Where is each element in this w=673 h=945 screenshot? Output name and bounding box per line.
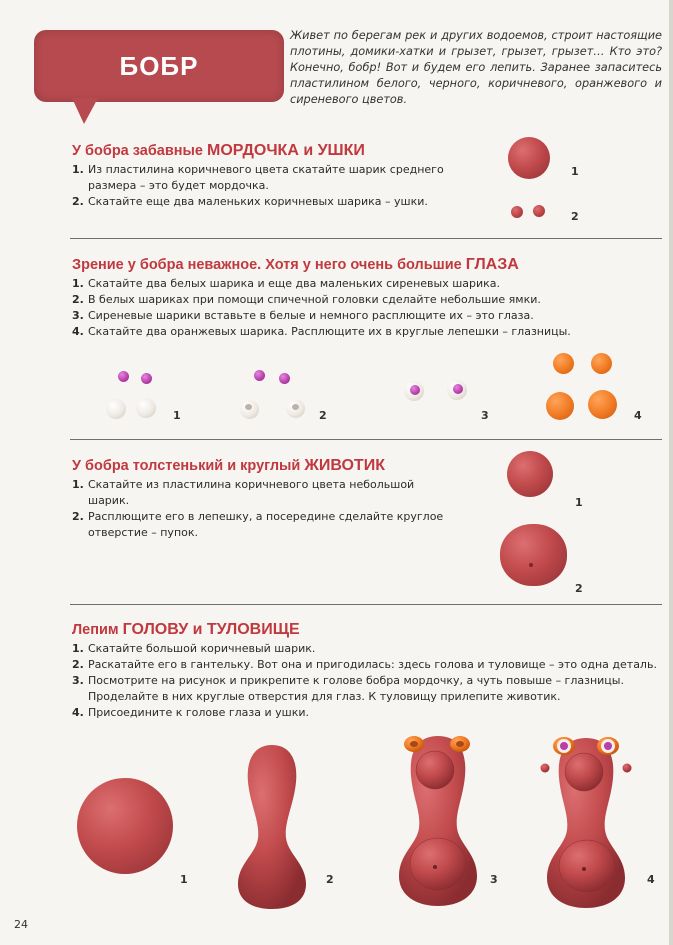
step-label: 1	[571, 165, 579, 178]
step-label: 4	[647, 873, 655, 886]
section-face-ears	[72, 142, 492, 210]
step-list	[72, 641, 662, 721]
step-label: 4	[634, 409, 642, 422]
dimple	[292, 404, 299, 410]
step-item: 1. Из пластилина коричневого цвета скатайте шарик среднего размера – это будет мордочка.	[72, 163, 444, 192]
step-item: 4. Скатайте два оранжевых шарика. Расплющите их в круглые лепешки – глазницы.	[72, 325, 571, 338]
step-item: 4. Присоедините к голове глаза и ушки.	[72, 706, 310, 719]
section-heading: Лепим ГОЛОВУ и ТУЛОВИЩЕ	[72, 621, 300, 638]
step-label: 3	[481, 409, 489, 422]
orange-flat	[588, 390, 617, 419]
beaver-body-step3	[393, 728, 483, 910]
step-item: 2. Скатайте еще два маленьких коричневых шарика – ушки.	[72, 195, 428, 208]
belly-ball	[507, 451, 553, 497]
section-belly	[72, 457, 492, 541]
step-item: 2. В белых шариках при помощи спичечной головки сделайте небольшие ямки.	[72, 293, 541, 306]
step-item: 1. Скатайте из пластилина коричневого цвета небольшой шарик.	[72, 478, 415, 507]
step-item: 2. Расплющите его в лепешку, а посередине сделайте круглое отверстие – пупок.	[72, 510, 444, 539]
divider	[70, 238, 662, 239]
step-item: 1. Скатайте два белых шарика и еще два маленьких сиреневых шарика.	[72, 277, 501, 290]
orange-flat	[546, 392, 574, 420]
lilac-ball	[118, 371, 129, 382]
step-list	[72, 477, 452, 541]
step-item: 1. Скатайте большой коричневый шарик.	[72, 642, 316, 655]
beaver-body-step4	[538, 728, 638, 910]
section-heading: Зрение у бобра неважное. Хотя у него очень большие ГЛАЗА	[72, 256, 519, 273]
step-list	[72, 162, 452, 210]
big-ball	[77, 778, 173, 874]
step-list	[72, 276, 662, 340]
step-label: 3	[490, 873, 498, 886]
lilac-ball	[141, 373, 152, 384]
section-eyes	[72, 256, 662, 340]
orange-ball	[591, 353, 612, 374]
section-head-body	[72, 621, 662, 721]
step-label: 2	[326, 873, 334, 886]
orange-ball	[553, 353, 574, 374]
step-label: 1	[575, 496, 583, 509]
lilac-ball	[254, 370, 265, 381]
ear-ball	[533, 205, 545, 217]
page-number: 24	[14, 918, 28, 931]
eye-pupil	[453, 384, 463, 394]
dimple	[245, 404, 252, 410]
step-label: 2	[575, 582, 583, 595]
step-label: 2	[571, 210, 579, 223]
section-heading: У бобра забавные МОРДОЧКА и УШКИ	[72, 142, 365, 159]
ear-ball	[511, 206, 523, 218]
belly-flat	[500, 524, 567, 586]
lilac-ball	[279, 373, 290, 384]
face-ball	[508, 137, 550, 179]
white-ball	[106, 399, 126, 419]
divider	[70, 439, 662, 440]
section-heading: У бобра толстенький и круглый ЖИВОТИК	[72, 457, 385, 474]
dumbbell-shape	[232, 742, 312, 912]
step-item: 3. Посмотрите на рисунок и прикрепите к голове бобра мордочку, а чуть повыше – глазницы. Проделайте в них круглые отверстия для глаз. К туловищу прилепите животик.	[72, 674, 624, 703]
white-ball	[136, 398, 156, 418]
step-label: 1	[180, 873, 188, 886]
step-label: 1	[173, 409, 181, 422]
step-item: 2. Раскатайте его в гантельку. Вот она и пригодилась: здесь голова и туловище – это одна деталь.	[72, 658, 657, 671]
eye-pupil	[410, 385, 420, 395]
divider	[70, 604, 662, 605]
page-title: БОБР	[119, 51, 199, 81]
step-item: 3. Сиреневые шарики вставьте в белые и немного расплющите их – это глаза.	[72, 309, 534, 322]
navel	[529, 563, 533, 567]
page-edge	[669, 0, 673, 945]
step-label: 2	[319, 409, 327, 422]
intro-text: Живет по берегам рек и других водоемов, строит настоящие плотины, домики-хатки и грызет, грызет, грызет… Кто это? Конечно, бобр! Вот и будем его лепить. Заранее запаситесь пластилином белого, черного, коричневого, оранжевого и сиреневого цветов.	[290, 29, 662, 106]
